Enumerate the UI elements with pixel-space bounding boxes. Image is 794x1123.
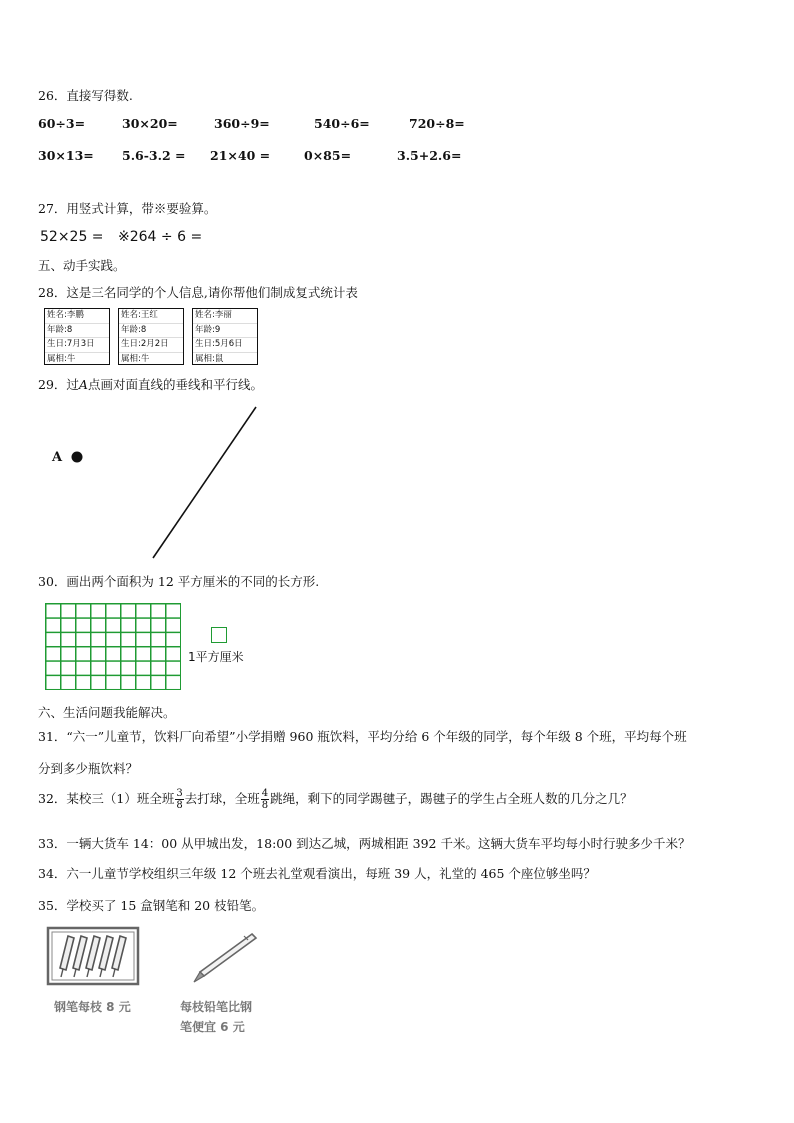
q29-title-var: A — [78, 377, 88, 392]
slanted-line — [153, 407, 256, 558]
q26-r2-c4: 0×85= — [304, 148, 352, 163]
q27-problem-2: ※264 ÷ 6 = — [118, 229, 203, 245]
card-age: 年龄:8 — [45, 324, 109, 339]
q34-text: 34．六一儿童节学校组织三年级 12 个班去礼堂观看演出，每班 39 人，礼堂的 465 个座位够坐吗？ — [38, 866, 596, 881]
card-zodiac: 属相:鼠 — [195, 353, 224, 364]
card-zodiac: 属相:牛 — [121, 353, 150, 364]
card-name: 姓名:李鹏 — [45, 309, 109, 324]
card-name: 姓名:王红 — [119, 309, 183, 324]
q26-r1-c1: 60÷3= — [38, 116, 86, 131]
card-zodiac: 属相:牛 — [47, 353, 76, 364]
pencil-caption-line-1: 每枝铅笔比钢 — [180, 1000, 253, 1014]
q33-text: 33．一辆大货车 14：00 从甲城出发，18:00 到达乙城，两城相距 392 千米。这辆大货车平均每小时行驶多少千米？ — [38, 836, 691, 851]
q26-title: 26．直接写得数. — [38, 88, 133, 103]
q31-line-1: 31．“六一”儿童节，饮料厂向希望”小学捐赠 960 瓶饮料，平均分给 6 个年级的同学，每个年级 8 个班，平均每个班 — [38, 729, 687, 744]
card-name: 姓名:李丽 — [193, 309, 257, 324]
q26-r1-c3: 360÷9= — [214, 116, 270, 131]
fraction-4-8: $\frac{4}{8}$ — [261, 788, 269, 811]
q26-r1-c4: 540÷6= — [314, 116, 370, 131]
section-5-heading: 五、动手实践。 — [38, 258, 126, 273]
q30-title: 30．画出两个面积为 12 平方厘米的不同的长方形. — [38, 574, 320, 589]
pen-caption: 钢笔每枝 8 元 — [54, 1000, 131, 1014]
q31-line-2: 分到多少瓶饮料？ — [38, 761, 139, 776]
point-a-label: A — [52, 450, 63, 465]
card-age: 年龄:9 — [193, 324, 257, 339]
fraction-3-8: $\frac{3}{8}$ — [176, 788, 183, 811]
q26-r2-c1: 30×13= — [38, 148, 94, 163]
card-age: 年龄:8 — [119, 324, 183, 339]
q26-r2-c5: 3.5+2.6= — [397, 148, 462, 163]
point-a-dot — [72, 452, 83, 463]
q29-title-suffix: 点画对面直线的垂线和平行线。 — [87, 377, 263, 392]
section-6-heading: 六、生活问题我能解决。 — [38, 705, 176, 720]
q28-title: 28．这是三名同学的个人信息,请你帮他们制成复式统计表 — [38, 285, 358, 300]
card-birthday: 生日:7月3日 — [45, 338, 109, 353]
square-grid — [45, 603, 181, 690]
q32-part-1: 32．某校三（1）班全班 — [38, 791, 175, 806]
q32-part-2: 去打球，全班 — [184, 791, 260, 806]
q27-title: 27．用竖式计算，带※要验算。 — [38, 201, 217, 216]
q26-r2-c3: 21×40 = — [210, 148, 271, 163]
q29-title-prefix: 29．过 — [38, 377, 79, 392]
q26-r1-c2: 30×20= — [122, 116, 178, 131]
q32-text — [38, 788, 633, 811]
q35-title: 35．学校买了 15 盒钢笔和 20 枝铅笔。 — [38, 898, 265, 913]
pencil-caption-line-2: 笔便宜 6 元 — [180, 1020, 245, 1034]
unit-square — [211, 627, 227, 643]
q27-problem-1: 52×25 = — [40, 229, 104, 245]
q26-r2-c2: 5.6-3.2 = — [122, 148, 186, 163]
card-birthday: 生日:5月6日 — [193, 338, 257, 353]
q26-r1-c5: 720÷8= — [409, 116, 465, 131]
unit-square-label: 1平方厘米 — [188, 650, 244, 664]
card-birthday: 生日:2月2日 — [119, 338, 183, 353]
q32-part-3: 跳绳，剩下的同学踢毽子，踢毽子的学生占全班人数的几分之几？ — [270, 791, 633, 806]
pen-box-illustration — [46, 926, 142, 988]
pencil-illustration — [190, 930, 260, 986]
